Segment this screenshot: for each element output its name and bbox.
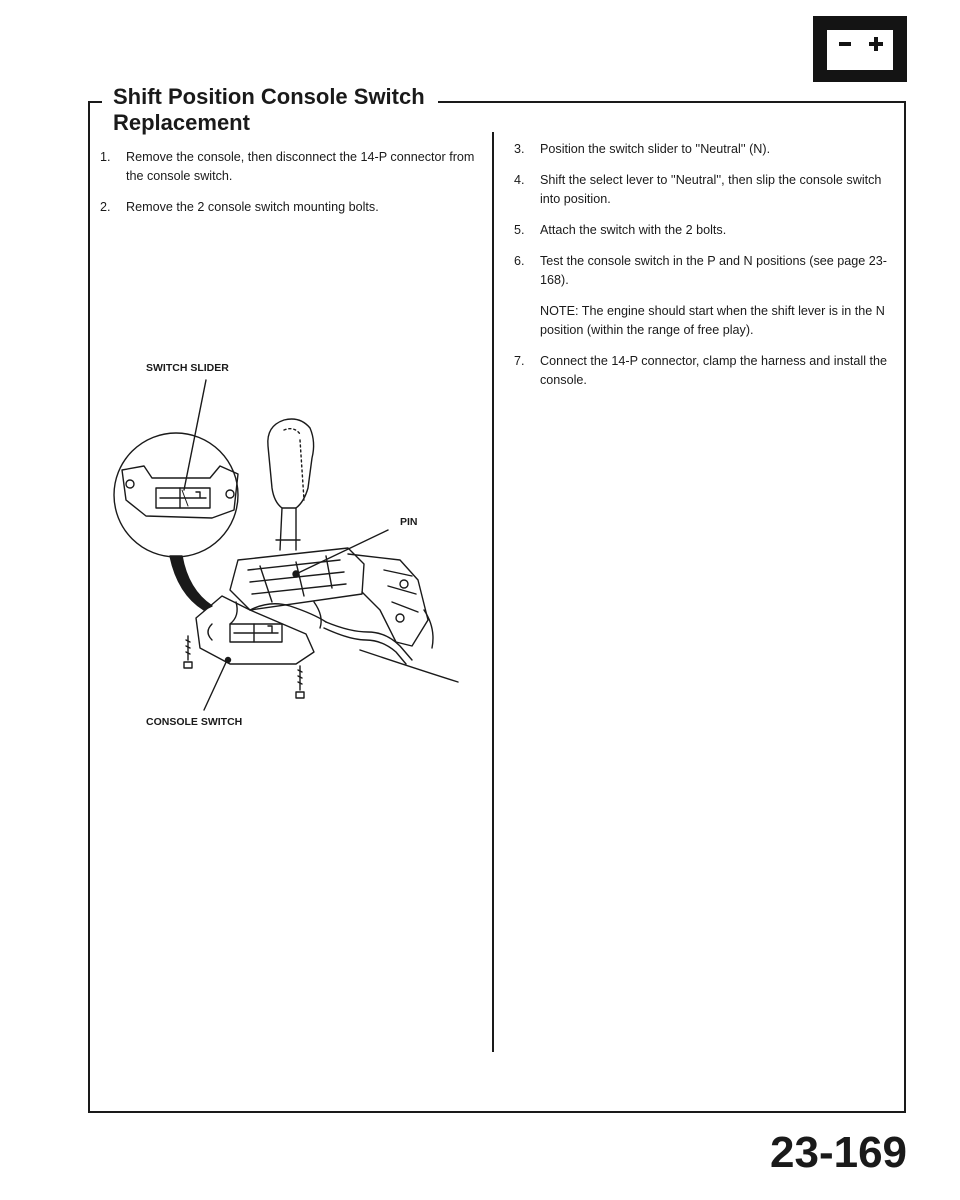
step-text: Remove the console, then disconnect the 14-P connector from the console switch. bbox=[126, 150, 475, 183]
leader-line-switch-slider bbox=[184, 380, 206, 490]
wire-harness bbox=[326, 622, 412, 660]
gate-assembly bbox=[230, 548, 364, 610]
note-text: NOTE: The engine should start when the shift lever is in the N position (within the range of free play). bbox=[540, 304, 885, 337]
title-rule-right bbox=[438, 101, 906, 103]
battery-icon-face bbox=[827, 30, 893, 70]
step-number: 1. bbox=[100, 150, 111, 164]
left-column bbox=[100, 148, 478, 229]
right-column bbox=[514, 140, 888, 402]
step-5 bbox=[514, 221, 888, 240]
frame-bottom-border bbox=[88, 1111, 906, 1113]
page-title-line1: Shift Position Console Switch bbox=[113, 84, 425, 109]
figure-label-switch-slider: SWITCH SLIDER bbox=[146, 362, 229, 374]
step-7 bbox=[514, 352, 888, 390]
step-number: 2. bbox=[100, 200, 111, 214]
console-switch-body bbox=[196, 596, 314, 664]
step-text: Test the console switch in the P and N positions (see page 23-168). bbox=[540, 254, 887, 287]
step-number: 4. bbox=[514, 173, 525, 187]
inset-pointer bbox=[170, 556, 212, 610]
inset-detail-circle bbox=[114, 433, 238, 557]
frame-right-border bbox=[904, 101, 906, 1113]
step-number: 3. bbox=[514, 142, 525, 156]
title-rule-left bbox=[88, 101, 102, 103]
step-text: Shift the select lever to ''Neutral'', then slip the console switch into position. bbox=[540, 173, 882, 206]
battery-minus-sign bbox=[839, 42, 851, 46]
step-number: 6. bbox=[514, 254, 525, 268]
step-number: 7. bbox=[514, 354, 525, 368]
page-number: 23-169 bbox=[770, 1128, 908, 1177]
step-text: Attach the switch with the 2 bolts. bbox=[540, 223, 727, 237]
shift-shaft bbox=[280, 508, 296, 550]
figure-label-console-switch: CONSOLE SWITCH bbox=[146, 716, 243, 728]
step-2 bbox=[100, 198, 478, 217]
step-6 bbox=[514, 252, 888, 290]
battery-plus-sign-vertical bbox=[874, 37, 878, 51]
step-text: Position the switch slider to ''Neutral'' (N). bbox=[540, 142, 771, 156]
step-text: Remove the 2 console switch mounting bolts. bbox=[126, 200, 379, 214]
floor-line bbox=[360, 650, 458, 682]
step-number: 5. bbox=[514, 223, 525, 237]
leader-line-console-switch bbox=[204, 658, 228, 710]
step-3 bbox=[514, 140, 888, 159]
page-title-line2: Replacement bbox=[113, 110, 250, 135]
column-divider bbox=[492, 132, 494, 1052]
page-title bbox=[113, 84, 425, 136]
shift-knob bbox=[268, 419, 314, 508]
battery-icon bbox=[813, 16, 907, 82]
step-4 bbox=[514, 171, 888, 209]
frame-left-border bbox=[88, 101, 90, 1113]
figure-label-pin: PIN bbox=[400, 516, 418, 528]
step-text: Connect the 14-P connector, clamp the harness and install the console. bbox=[540, 354, 888, 387]
step-1 bbox=[100, 148, 478, 186]
console-switch-illustration bbox=[100, 370, 470, 720]
